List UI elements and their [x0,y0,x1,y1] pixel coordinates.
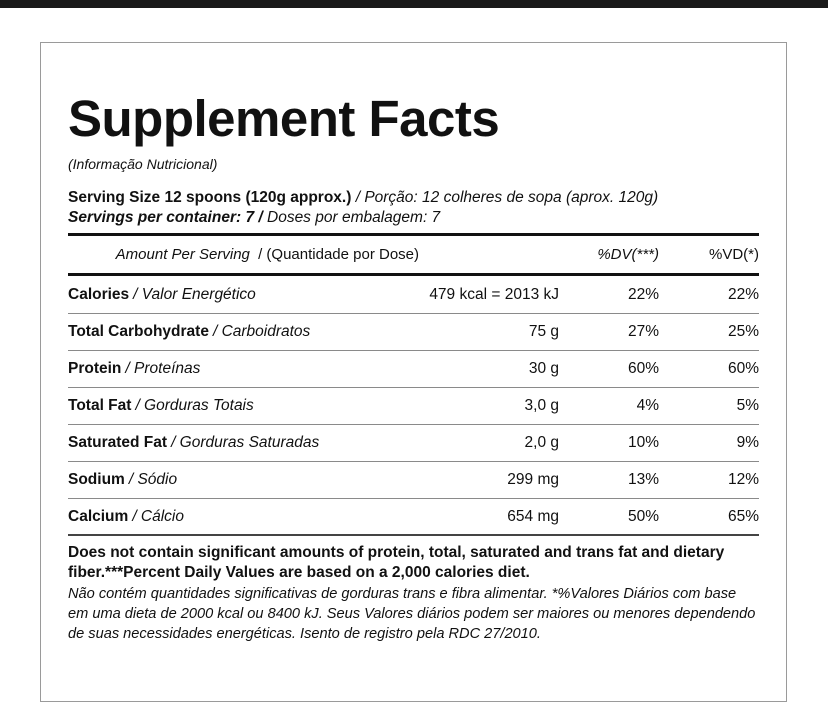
nutrient-name [68,434,319,452]
serving-size [68,189,658,207]
nutrient-amount: 3,0 g [524,397,559,414]
nutrient-dv: 50% [627,508,659,525]
servings-per-container-pt: Doses por embalagem: 7 [267,209,441,226]
nutrient-name-en: Calcium [68,508,129,525]
nutrient-vd: 12% [727,471,759,488]
table-row [68,388,759,425]
nutrient-dv: 22% [627,286,659,303]
table-row [68,351,759,388]
footer-disclaimer-pt: Não contém quantidades significativas de gorduras trans e fibra alimentar. *%Valores Diários com base em uma dieta de 2000 kcal ou 8400 kJ. Seus Valores diários podem ser maiores ou menores dependendo de suas necessidades energéticas. Isento de registro pela RDC 27/2010. [68,586,756,642]
nutrient-vd: 25% [727,323,759,340]
amount-per-serving-header [116,246,419,270]
nutrient-amount: 75 g [528,323,559,340]
nutrient-amount: 654 mg [507,508,559,525]
nutrient-vd: 22% [727,286,759,303]
table-row [68,277,759,314]
nutrient-amount: 479 kcal = 2013 kJ [429,286,559,303]
serving-size-label: Serving Size 12 spoons (120g approx.) [68,189,352,206]
nutrient-dv: 13% [627,471,659,488]
nutrient-name-en: Sodium [68,471,125,488]
nutrient-amount: 30 g [528,360,559,377]
table-row [68,314,759,351]
nutrient-amount: 2,0 g [524,434,559,451]
amount-per-serving-label: Amount Per Serving [115,246,250,263]
footer-disclaimer-en: Does not contain significant amounts of protein, total, saturated and trans fat and dietary fiber.***Percent Daily Values are based on a 2,000 calories diet. [68,544,725,581]
nutrient-dv: 10% [627,434,659,451]
nutrient-name [68,471,177,489]
nutrient-vd: 5% [736,397,759,414]
nutrient-vd: 60% [727,360,759,377]
nutrient-name-pt: / Gorduras Totais [135,397,254,414]
row-divider [68,534,759,536]
nutrient-name [68,286,256,304]
nutrient-vd: 65% [727,508,759,525]
nutrient-name [68,323,310,341]
nutrient-dv: 60% [627,360,659,377]
nutrient-name-pt: / Proteínas [125,360,201,377]
table-row [68,499,759,536]
nutrient-name-pt: / Cálcio [132,508,184,525]
nutrient-name-en: Total Fat [68,397,132,414]
top-bar [0,0,828,8]
nutrient-name [68,508,184,526]
nutrient-name-pt: / Gorduras Saturadas [171,434,320,451]
nutrient-name [68,397,254,415]
nutrient-dv: 4% [636,397,659,414]
panel-subtitle: (Informação Nutricional) [68,156,218,172]
nutrient-name [68,360,200,378]
servings-per-container-label: Servings per container: 7 / [68,209,263,226]
table-row [68,462,759,499]
dv-column-header: %DV(***) [597,246,659,263]
header-rule-top [68,233,759,236]
nutrient-vd: 9% [736,434,759,451]
amount-per-serving-pt: / (Quantidade por Dose) [258,246,419,263]
header-rule-bottom [68,273,759,276]
serving-size-pt: / Porção: 12 colheres de sopa (aprox. 120g) [355,189,659,206]
nutrient-dv: 27% [627,323,659,340]
nutrient-name-pt: / Sódio [128,471,178,488]
supplement-facts-panel [40,42,787,702]
table-row [68,425,759,462]
nutrient-name-en: Saturated Fat [68,434,168,451]
nutrient-name-en: Total Carbohydrate [68,323,209,340]
nutrient-name-pt: / Valor Energético [133,286,256,303]
nutrient-amount: 299 mg [507,471,559,488]
panel-title: Supplement Facts [68,90,500,147]
nutrient-name-en: Calories [68,286,130,303]
vd-column-header: %VD(*) [708,246,759,263]
nutrient-name-pt: / Carboidratos [212,323,311,340]
nutrient-name-en: Protein [68,360,122,377]
servings-per-container [68,209,440,227]
